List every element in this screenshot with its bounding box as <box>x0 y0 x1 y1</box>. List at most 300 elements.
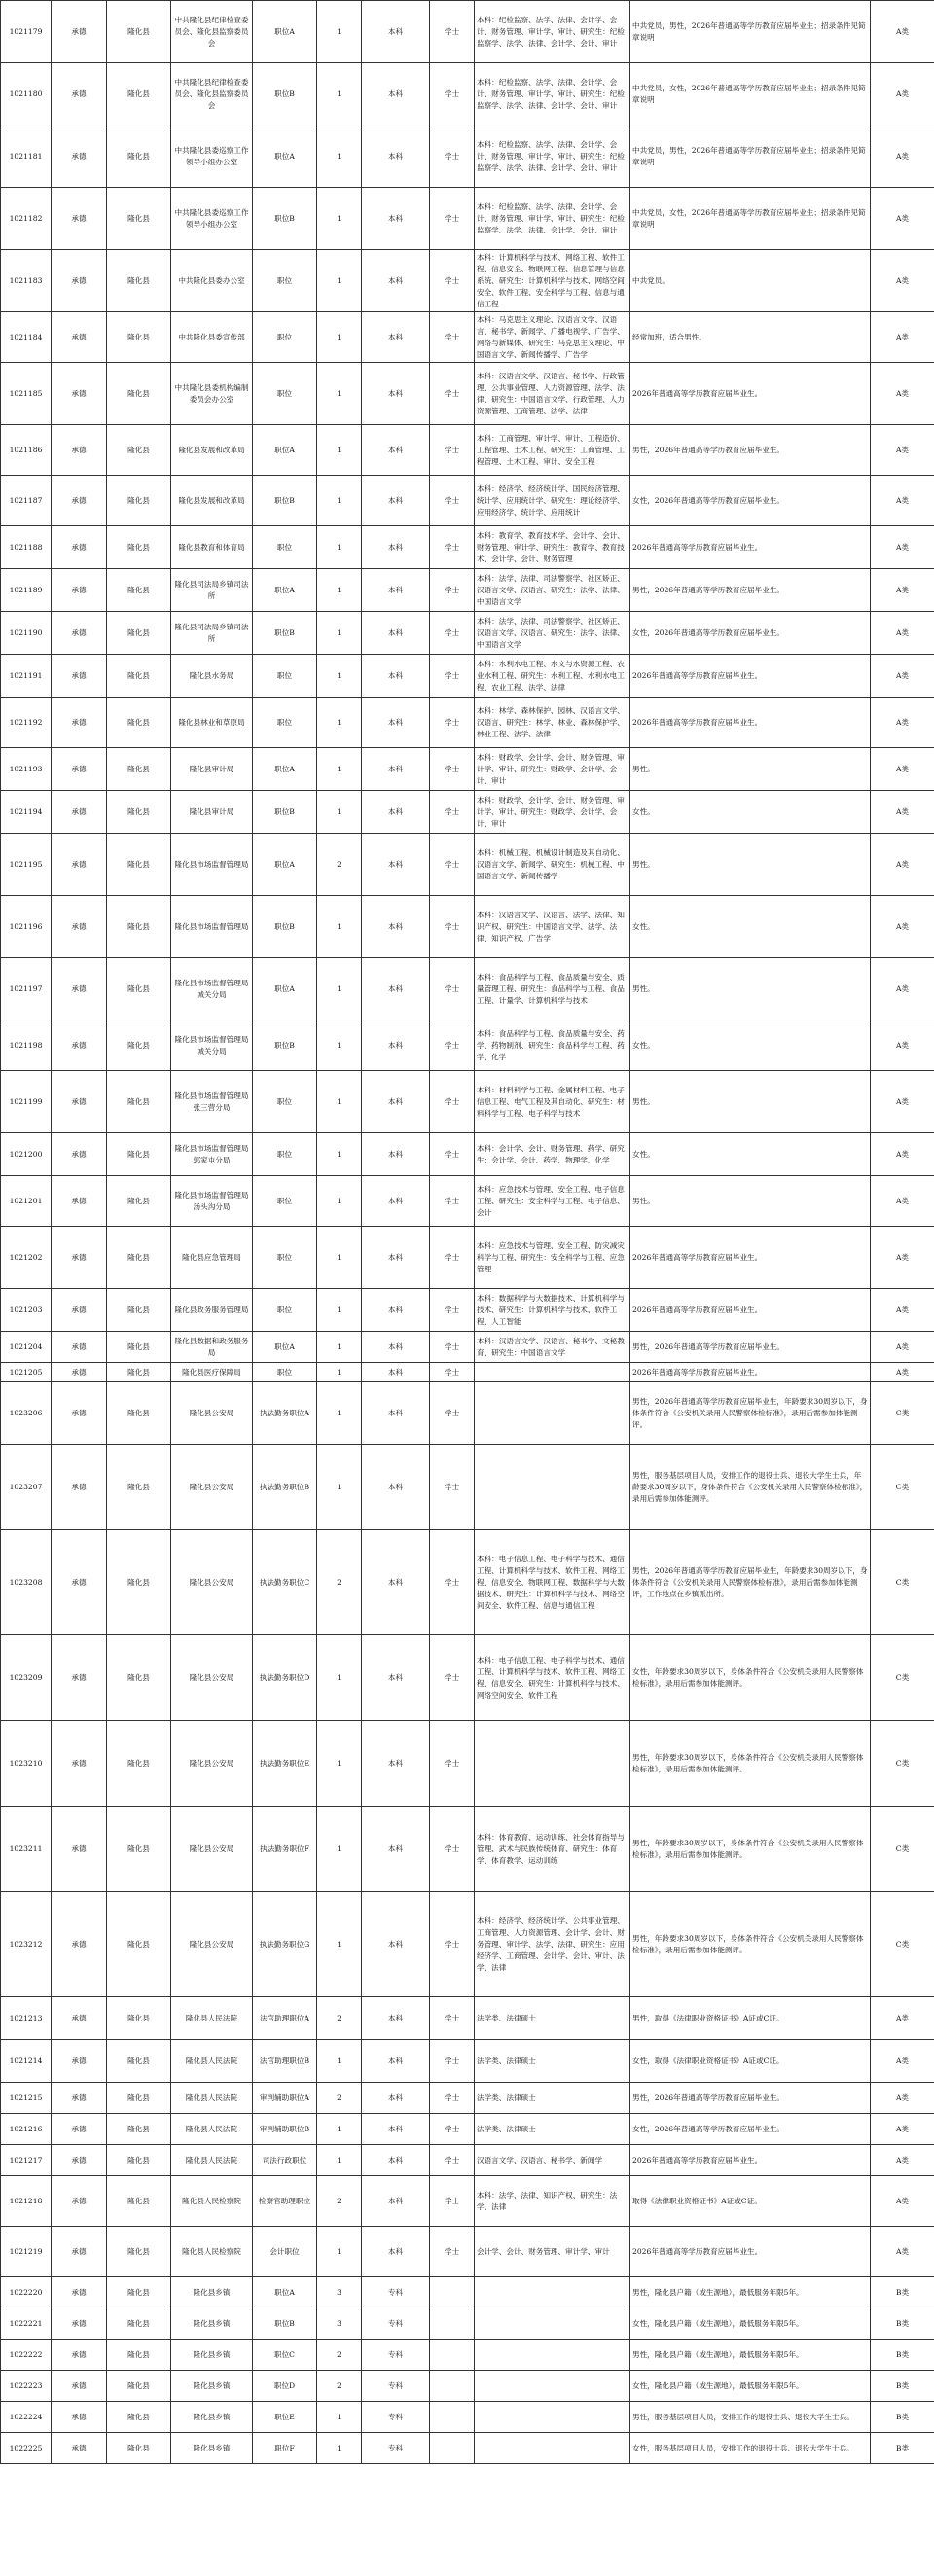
cell-city: 承德 <box>52 612 107 655</box>
cell-degree <box>430 2308 475 2340</box>
cell-city: 承德 <box>52 569 107 612</box>
cell-county: 隆化县 <box>107 125 171 188</box>
cell-city: 承德 <box>52 655 107 698</box>
cell-position-name: 职位A <box>253 125 317 188</box>
cell-exam-category: A类 <box>871 698 934 748</box>
cell-employer: 隆化县水务局 <box>171 655 253 698</box>
cell-major: 本科：汉语言文学、汉语言、秘书学、文秘教育、研究生：中国语言文学 <box>475 1332 630 1363</box>
cell-headcount: 1 <box>317 1227 362 1289</box>
cell-exam-category: A类 <box>871 1020 934 1071</box>
cell-county: 隆化县 <box>107 2083 171 2114</box>
cell-major: 法学类、法律硕士 <box>475 2114 630 2145</box>
cell-exam-category: A类 <box>871 1 934 63</box>
table-row <box>1 2402 934 2433</box>
cell-headcount: 2 <box>317 2176 362 2227</box>
cell-requirements: 女性，2026年普通高等学历教育应届毕业生。 <box>630 476 871 526</box>
cell-county: 隆化县 <box>107 569 171 612</box>
cell-headcount: 1 <box>317 1332 362 1363</box>
cell-requirements: 男性，服务基层项目人员，安排工作的退役士兵、退役大学生士兵，年龄要求30周岁以下，身体条件符合《公安机关录用人民警察体检标准》，录用后需参加体能测评。 <box>630 1445 871 1530</box>
cell-major: 本科：电子信息工程、电子科学与技术、通信工程、计算机科学与技术、软件工程、网络工程、信息安全、物联网工程、数据科学与大数据技术、研究生：计算机科学与技术、网络空间安全、软件工程、信息与通信工程 <box>475 1530 630 1635</box>
cell-headcount: 1 <box>317 2402 362 2433</box>
cell-city: 承德 <box>52 1020 107 1071</box>
cell-position-name: 职位 <box>253 363 317 425</box>
cell-position-code: 1022223 <box>1 2371 52 2402</box>
cell-city: 承德 <box>52 63 107 125</box>
cell-city: 承德 <box>52 312 107 363</box>
cell-position-code: 1022225 <box>1 2433 52 2464</box>
cell-requirements: 女性。 <box>630 791 871 834</box>
cell-exam-category: B类 <box>871 2433 934 2464</box>
cell-major: 本科：工商管理、审计学、审计、工程造价、工程管理、土木工程、研究生：工商管理、工程管理、土木工程、审计、安全工程 <box>475 425 630 476</box>
cell-position-code: 1021217 <box>1 2145 52 2176</box>
cell-education: 专科 <box>362 2402 430 2433</box>
cell-education: 本科 <box>362 569 430 612</box>
cell-requirements: 女性，年龄要求30周岁以下，身体条件符合《公安机关录用人民警察体检标准》，录用后需参加体能测评。 <box>630 1635 871 1721</box>
cell-major: 本科：电子信息工程、电子科学与技术、通信工程、计算机科学与技术、软件工程、网络工程、信息安全、研究生：计算机科学与技术、网络空间安全、软件工程 <box>475 1635 630 1721</box>
table-row <box>1 698 934 748</box>
cell-education: 本科 <box>362 1332 430 1363</box>
cell-degree: 学士 <box>430 1176 475 1227</box>
cell-county: 隆化县 <box>107 1071 171 1133</box>
cell-education: 本科 <box>362 1892 430 1997</box>
cell-education: 本科 <box>362 125 430 188</box>
cell-employer: 隆化县人民检察院 <box>171 2227 253 2277</box>
cell-major: 本科：经济学、经济统计学、国民经济管理、统计学、应用统计学、研究生：理论经济学、应用经济学、统计学、应用统计 <box>475 476 630 526</box>
cell-position-name: 职位A <box>253 834 317 896</box>
cell-headcount: 1 <box>317 1289 362 1332</box>
cell-education: 本科 <box>362 63 430 125</box>
table-row <box>1 1332 934 1363</box>
cell-employer: 隆化县审计局 <box>171 748 253 791</box>
cell-headcount: 1 <box>317 363 362 425</box>
cell-county: 隆化县 <box>107 2114 171 2145</box>
cell-county: 隆化县 <box>107 1 171 63</box>
cell-degree: 学士 <box>430 958 475 1020</box>
cell-degree: 学士 <box>430 896 475 958</box>
cell-degree: 学士 <box>430 312 475 363</box>
cell-requirements: 男性。 <box>630 834 871 896</box>
table-row <box>1 655 934 698</box>
cell-education: 本科 <box>362 1997 430 2040</box>
cell-position-name: 职位 <box>253 250 317 312</box>
table-row <box>1 612 934 655</box>
cell-major: 本科：数据科学与大数据技术、计算机科学与技术、研究生：计算机科学与技术、软件工程、人工智能 <box>475 1289 630 1332</box>
cell-headcount: 1 <box>317 63 362 125</box>
table-row <box>1 1530 934 1635</box>
cell-headcount: 1 <box>317 1071 362 1133</box>
cell-exam-category: A类 <box>871 1071 934 1133</box>
cell-degree: 学士 <box>430 655 475 698</box>
cell-county: 隆化县 <box>107 425 171 476</box>
cell-position-code: 1021179 <box>1 1 52 63</box>
cell-headcount: 2 <box>317 834 362 896</box>
cell-city: 承德 <box>52 791 107 834</box>
cell-employer: 隆化县市场监督管理局 <box>171 834 253 896</box>
cell-exam-category: C类 <box>871 1382 934 1445</box>
cell-headcount: 1 <box>317 2114 362 2145</box>
cell-employer: 隆化县发展和改革局 <box>171 425 253 476</box>
cell-education: 本科 <box>362 1133 430 1176</box>
cell-requirements: 男性。 <box>630 1176 871 1227</box>
cell-position-code: 1023208 <box>1 1530 52 1635</box>
cell-employer: 隆化县林业和草原局 <box>171 698 253 748</box>
cell-requirements: 男性，2026年普通高等学历教育应届毕业生。 <box>630 1332 871 1363</box>
cell-degree: 学士 <box>430 2040 475 2083</box>
cell-education: 专科 <box>362 2371 430 2402</box>
cell-county: 隆化县 <box>107 250 171 312</box>
cell-employer: 隆化县公安局 <box>171 1445 253 1530</box>
cell-headcount: 1 <box>317 569 362 612</box>
cell-major <box>475 2371 630 2402</box>
cell-education: 本科 <box>362 612 430 655</box>
cell-position-code: 1021194 <box>1 791 52 834</box>
table-row <box>1 1807 934 1892</box>
cell-headcount: 1 <box>317 612 362 655</box>
cell-city: 承德 <box>52 1227 107 1289</box>
cell-major: 法学类、法律硕士 <box>475 1997 630 2040</box>
cell-requirements: 女性。 <box>630 1020 871 1071</box>
cell-degree: 学士 <box>430 2114 475 2145</box>
cell-employer: 隆化县公安局 <box>171 1382 253 1445</box>
cell-major <box>475 2402 630 2433</box>
table-row <box>1 1020 934 1071</box>
cell-position-code: 1021215 <box>1 2083 52 2114</box>
table-row <box>1 425 934 476</box>
cell-position-code: 1021192 <box>1 698 52 748</box>
cell-position-code: 1021190 <box>1 612 52 655</box>
cell-county: 隆化县 <box>107 526 171 569</box>
cell-position-name: 会计职位 <box>253 2227 317 2277</box>
cell-position-name: 职位A <box>253 1332 317 1363</box>
cell-position-name: 职位E <box>253 2402 317 2433</box>
cell-degree <box>430 2402 475 2433</box>
cell-position-code: 1021196 <box>1 896 52 958</box>
cell-position-code: 1021203 <box>1 1289 52 1332</box>
cell-city: 承德 <box>52 1445 107 1530</box>
cell-major: 本科：水利水电工程、水文与水资源工程、农业水利工程、研究生：水利工程、水利水电工程、农业工程、法学、法律 <box>475 655 630 698</box>
cell-requirements: 男性。 <box>630 958 871 1020</box>
cell-education: 本科 <box>362 312 430 363</box>
table-row <box>1 2040 934 2083</box>
table-row <box>1 1445 934 1530</box>
cell-city: 承德 <box>52 2176 107 2227</box>
cell-employer: 隆化县乡镇 <box>171 2308 253 2340</box>
cell-requirements: 男性，2026年普通高等学历教育应届毕业生，年龄要求30周岁以下，身体条件符合《公安机关录用人民警察体检标准》，录用后需参加体能测评。 <box>630 1382 871 1445</box>
cell-requirements: 女性。 <box>630 1133 871 1176</box>
cell-degree: 学士 <box>430 1289 475 1332</box>
cell-requirements: 2026年普通高等学历教育应届毕业生。 <box>630 526 871 569</box>
cell-employer: 隆化县司法局乡镇司法所 <box>171 569 253 612</box>
cell-city: 承德 <box>52 698 107 748</box>
cell-headcount: 2 <box>317 2340 362 2371</box>
cell-exam-category: A类 <box>871 958 934 1020</box>
cell-city: 承德 <box>52 2277 107 2308</box>
cell-requirements: 男性，取得《法律职业资格证书》A证或C证。 <box>630 1997 871 2040</box>
cell-exam-category: B类 <box>871 2371 934 2402</box>
cell-requirements: 2026年普通高等学历教育应届毕业生。 <box>630 1289 871 1332</box>
cell-county: 隆化县 <box>107 612 171 655</box>
cell-education: 本科 <box>362 791 430 834</box>
cell-county: 隆化县 <box>107 1332 171 1363</box>
cell-position-name: 职位D <box>253 2371 317 2402</box>
cell-education: 本科 <box>362 1020 430 1071</box>
table-row <box>1 2145 934 2176</box>
cell-headcount: 1 <box>317 1721 362 1807</box>
cell-exam-category: A类 <box>871 1133 934 1176</box>
cell-degree: 学士 <box>430 569 475 612</box>
cell-major: 本科：食品科学与工程、食品质量与安全、药学、药物制剂、研究生：食品科学与工程、药学、化学 <box>475 1020 630 1071</box>
cell-employer: 隆化县人民检察院 <box>171 2176 253 2227</box>
cell-employer: 隆化县人民法院 <box>171 2083 253 2114</box>
cell-city: 承德 <box>52 125 107 188</box>
cell-major <box>475 1363 630 1382</box>
cell-education: 本科 <box>362 698 430 748</box>
cell-education: 专科 <box>362 2340 430 2371</box>
cell-requirements: 男性，隆化县户籍（或生源地），最低服务年限5年。 <box>630 2277 871 2308</box>
cell-headcount: 1 <box>317 1807 362 1892</box>
cell-city: 承德 <box>52 1807 107 1892</box>
cell-position-code: 1022224 <box>1 2402 52 2433</box>
table-row <box>1 312 934 363</box>
cell-requirements: 男性，2026年普通高等学历教育应届毕业生。 <box>630 425 871 476</box>
table-row <box>1 63 934 125</box>
cell-employer: 隆化县市场监督管理局张三营分局 <box>171 1071 253 1133</box>
table-row <box>1 1 934 63</box>
cell-major: 会计学、会计、财务管理、审计学、审计 <box>475 2227 630 2277</box>
cell-requirements: 女性，隆化县户籍（或生源地），最低服务年限5年。 <box>630 2371 871 2402</box>
cell-position-name: 职位B <box>253 476 317 526</box>
cell-requirements: 男性，隆化县户籍（或生源地），最低服务年限5年。 <box>630 2340 871 2371</box>
cell-county: 隆化县 <box>107 2277 171 2308</box>
cell-employer: 隆化县应急管理局 <box>171 1227 253 1289</box>
table-row <box>1 2083 934 2114</box>
cell-exam-category: A类 <box>871 63 934 125</box>
cell-education: 本科 <box>362 1530 430 1635</box>
cell-county: 隆化县 <box>107 2176 171 2227</box>
cell-degree <box>430 2433 475 2464</box>
cell-headcount: 1 <box>317 526 362 569</box>
cell-employer: 隆化县人民法院 <box>171 2145 253 2176</box>
cell-county: 隆化县 <box>107 63 171 125</box>
cell-city: 承德 <box>52 526 107 569</box>
cell-major <box>475 1445 630 1530</box>
cell-headcount: 1 <box>317 250 362 312</box>
cell-employer: 隆化县教育和体育局 <box>171 526 253 569</box>
cell-requirements: 男性，年龄要求30周岁以下，身体条件符合《公安机关录用人民警察体检标准》，录用后需参加体能测评。 <box>630 1721 871 1807</box>
cell-exam-category: B类 <box>871 2277 934 2308</box>
cell-major: 本科：会计学、会计、财务管理、药学、研究生：会计学、会计、药学、物理学、化学 <box>475 1133 630 1176</box>
cell-position-name: 职位A <box>253 2277 317 2308</box>
cell-position-name: 职位 <box>253 1176 317 1227</box>
cell-degree: 学士 <box>430 1227 475 1289</box>
cell-county: 隆化县 <box>107 1289 171 1332</box>
cell-requirements: 女性，2026年普通高等学历教育应届毕业生。 <box>630 612 871 655</box>
table-row <box>1 2371 934 2402</box>
cell-employer: 隆化县乡镇 <box>171 2277 253 2308</box>
cell-county: 隆化县 <box>107 1892 171 1997</box>
cell-headcount: 3 <box>317 2277 362 2308</box>
cell-city: 承德 <box>52 1332 107 1363</box>
cell-headcount: 2 <box>317 2083 362 2114</box>
cell-employer: 中共隆化县委办公室 <box>171 250 253 312</box>
cell-education: 本科 <box>362 2083 430 2114</box>
cell-employer: 隆化县乡镇 <box>171 2402 253 2433</box>
cell-employer: 隆化县数据和政务服务局 <box>171 1332 253 1363</box>
cell-exam-category: A类 <box>871 363 934 425</box>
cell-county: 隆化县 <box>107 363 171 425</box>
cell-degree: 学士 <box>430 1445 475 1530</box>
table-row <box>1 834 934 896</box>
cell-county: 隆化县 <box>107 1807 171 1892</box>
cell-exam-category: A类 <box>871 2114 934 2145</box>
cell-county: 隆化县 <box>107 834 171 896</box>
cell-city: 承德 <box>52 1382 107 1445</box>
table-row <box>1 896 934 958</box>
cell-position-name: 执法勤务职位B <box>253 1445 317 1530</box>
cell-headcount: 1 <box>317 2040 362 2083</box>
cell-county: 隆化县 <box>107 476 171 526</box>
cell-major: 本科：法学、法律、知识产权、研究生：法学、法律 <box>475 2176 630 2227</box>
cell-requirements: 2026年普通高等学历教育应届毕业生。 <box>630 363 871 425</box>
table-row <box>1 1071 934 1133</box>
cell-education: 本科 <box>362 1635 430 1721</box>
cell-position-name: 职位B <box>253 791 317 834</box>
cell-education: 本科 <box>362 2114 430 2145</box>
cell-degree: 学士 <box>430 526 475 569</box>
cell-education: 本科 <box>362 1721 430 1807</box>
cell-city: 承德 <box>52 2040 107 2083</box>
cell-major <box>475 1382 630 1445</box>
cell-county: 隆化县 <box>107 1997 171 2040</box>
cell-exam-category: A类 <box>871 2040 934 2083</box>
cell-position-code: 1023207 <box>1 1445 52 1530</box>
cell-employer: 隆化县政务服务管理局 <box>171 1289 253 1332</box>
cell-exam-category: A类 <box>871 476 934 526</box>
cell-headcount: 1 <box>317 896 362 958</box>
cell-exam-category: C类 <box>871 1721 934 1807</box>
cell-headcount: 1 <box>317 312 362 363</box>
cell-city: 承德 <box>52 188 107 250</box>
cell-degree <box>430 2371 475 2402</box>
cell-position-name: 职位 <box>253 698 317 748</box>
cell-employer: 中共隆化县纪律检查委员会、隆化县监察委员会 <box>171 1 253 63</box>
cell-position-name: 法官助理职位A <box>253 1997 317 2040</box>
cell-exam-category: A类 <box>871 526 934 569</box>
cell-requirements: 2026年普通高等学历教育应届毕业生。 <box>630 2227 871 2277</box>
cell-education: 本科 <box>362 2145 430 2176</box>
cell-city: 承德 <box>52 1176 107 1227</box>
cell-position-code: 1021185 <box>1 363 52 425</box>
cell-position-name: 职位 <box>253 1289 317 1332</box>
cell-major: 本科：经济学、经济统计学、公共事业管理、工商管理、人力资源管理、会计学、会计、财务管理、审计学、法学、法律、研究生：应用经济学、工商管理、会计学、会计、审计、法学、法律 <box>475 1892 630 1997</box>
cell-city: 承德 <box>52 2145 107 2176</box>
cell-headcount: 3 <box>317 2308 362 2340</box>
cell-county: 隆化县 <box>107 2340 171 2371</box>
cell-exam-category: B类 <box>871 2340 934 2371</box>
cell-major: 本科：应急技术与管理、安全工程、电子信息工程、研究生：安全科学与工程、电子信息、会计 <box>475 1176 630 1227</box>
cell-exam-category: C类 <box>871 1807 934 1892</box>
cell-exam-category: C类 <box>871 1530 934 1635</box>
cell-education: 本科 <box>362 425 430 476</box>
cell-education: 本科 <box>362 834 430 896</box>
cell-employer: 隆化县市场监督管理局 <box>171 896 253 958</box>
cell-degree: 学士 <box>430 1530 475 1635</box>
cell-exam-category: A类 <box>871 1227 934 1289</box>
cell-major <box>475 2433 630 2464</box>
cell-employer: 隆化县市场监督管理局汤头沟分局 <box>171 1176 253 1227</box>
cell-education: 本科 <box>362 2176 430 2227</box>
cell-position-name: 职位A <box>253 1 317 63</box>
cell-major: 本科：法学、法律、司法警察学、社区矫正、汉语言文学、汉语言、研究生：法学、法律、中国语言文学 <box>475 612 630 655</box>
cell-county: 隆化县 <box>107 2308 171 2340</box>
cell-exam-category: A类 <box>871 425 934 476</box>
cell-headcount: 1 <box>317 2145 362 2176</box>
cell-headcount: 2 <box>317 1997 362 2040</box>
table-row <box>1 1289 934 1332</box>
cell-position-name: 审判辅助职位A <box>253 2083 317 2114</box>
cell-position-name: 司法行政职位 <box>253 2145 317 2176</box>
table-row <box>1 1363 934 1382</box>
cell-position-name: 职位C <box>253 2340 317 2371</box>
cell-requirements: 女性，取得《法律职业资格证书》A证或C证。 <box>630 2040 871 2083</box>
cell-education: 本科 <box>362 1071 430 1133</box>
cell-employer: 中共隆化县委巡察工作领导小组办公室 <box>171 125 253 188</box>
cell-county: 隆化县 <box>107 1176 171 1227</box>
cell-county: 隆化县 <box>107 655 171 698</box>
cell-position-name: 执法勤务职位D <box>253 1635 317 1721</box>
cell-degree: 学士 <box>430 1133 475 1176</box>
cell-requirements: 男性，服务基层项目人员，安排工作的退役士兵、退役大学生士兵。 <box>630 2402 871 2433</box>
cell-education: 本科 <box>362 1445 430 1530</box>
cell-position-name: 职位 <box>253 1071 317 1133</box>
cell-employer: 隆化县人民法院 <box>171 2114 253 2145</box>
cell-position-code: 1021183 <box>1 250 52 312</box>
cell-requirements: 男性，年龄要求30周岁以下，身体条件符合《公安机关录用人民警察体检标准》，录用后需参加体能测评。 <box>630 1892 871 1997</box>
cell-position-name: 检察官助理职位 <box>253 2176 317 2227</box>
cell-position-code: 1023206 <box>1 1382 52 1445</box>
cell-county: 隆化县 <box>107 698 171 748</box>
cell-headcount: 2 <box>317 2371 362 2402</box>
cell-city: 承德 <box>52 1892 107 1997</box>
cell-position-code: 1023211 <box>1 1807 52 1892</box>
cell-employer: 隆化县人民法院 <box>171 2040 253 2083</box>
cell-position-name: 执法勤务职位G <box>253 1892 317 1997</box>
cell-headcount: 1 <box>317 188 362 250</box>
cell-employer: 隆化县审计局 <box>171 791 253 834</box>
cell-city: 承德 <box>52 363 107 425</box>
cell-requirements: 中共党员，男性，2026年普通高等学历教育应届毕业生；招录条件见简章说明 <box>630 125 871 188</box>
cell-requirements: 2026年普通高等学历教育应届毕业生。 <box>630 698 871 748</box>
cell-degree: 学士 <box>430 1807 475 1892</box>
cell-position-code: 1021195 <box>1 834 52 896</box>
cell-city: 承德 <box>52 1635 107 1721</box>
cell-headcount: 1 <box>317 1445 362 1530</box>
cell-education: 本科 <box>362 748 430 791</box>
cell-exam-category: A类 <box>871 569 934 612</box>
cell-city: 承德 <box>52 476 107 526</box>
table-row <box>1 2114 934 2145</box>
cell-requirements: 中共党员，男性，2026年普通高等学历教育应届毕业生；招录条件见简章说明 <box>630 1 871 63</box>
cell-degree: 学士 <box>430 834 475 896</box>
cell-exam-category: B类 <box>871 2402 934 2433</box>
cell-city: 承德 <box>52 1133 107 1176</box>
table-body <box>1 1 934 2464</box>
cell-exam-category: A类 <box>871 834 934 896</box>
cell-position-code: 1021188 <box>1 526 52 569</box>
cell-major: 本科：汉语言文学、汉语言、法学、法律、知识产权、研究生：中国语言文学、法学、法律、知识产权、广告学 <box>475 896 630 958</box>
cell-employer: 隆化县市场监督管理局城关分局 <box>171 958 253 1020</box>
cell-major: 法学类、法律硕士 <box>475 2083 630 2114</box>
